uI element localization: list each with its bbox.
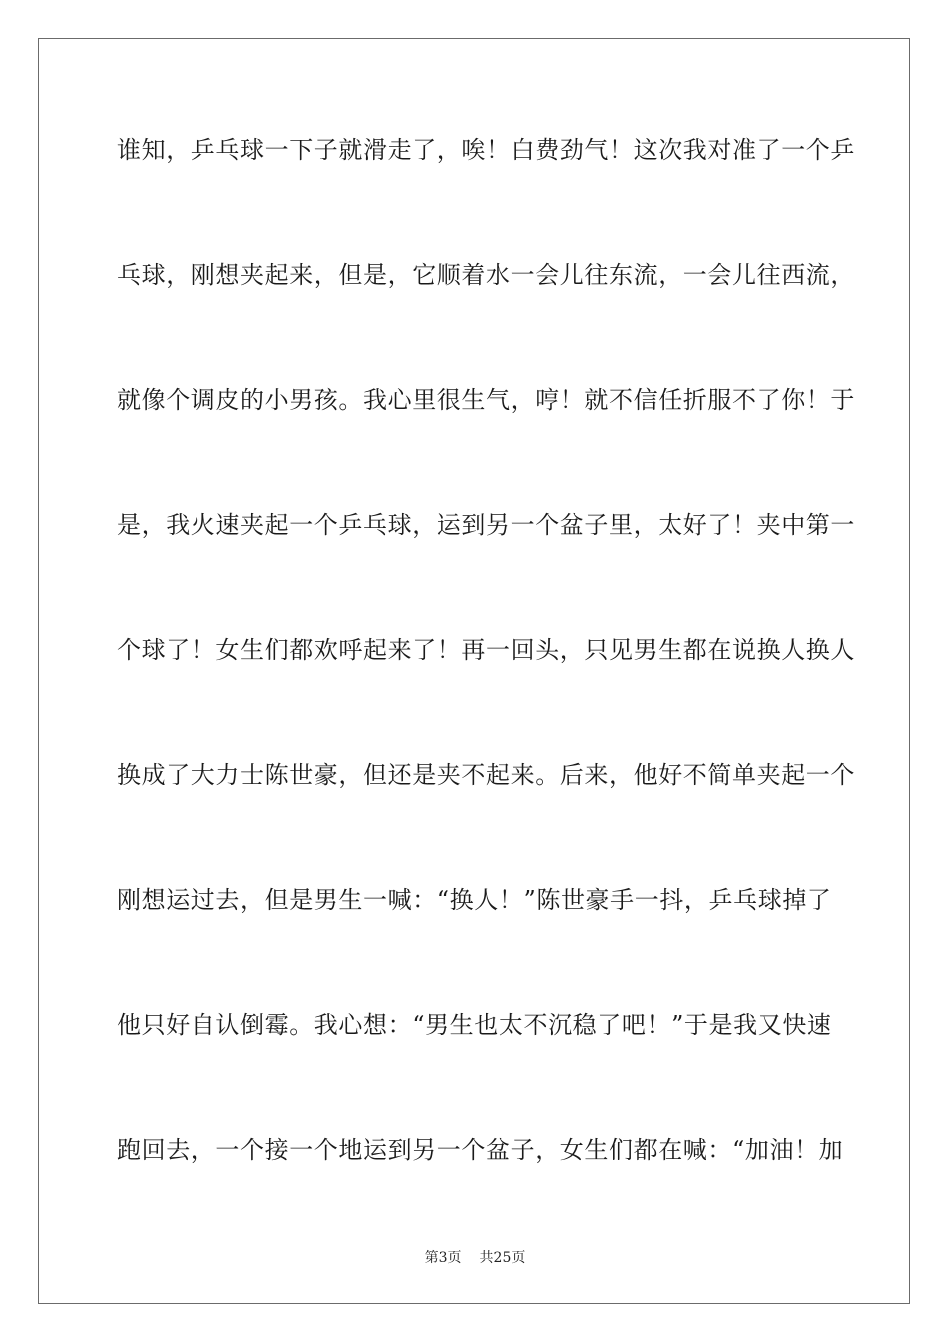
page-footer <box>0 1248 950 1268</box>
page-total: 共25页 <box>479 1250 526 1266</box>
text-line: 刚想运过去，但是男生一喊：“换人！”陈世豪手一抖，乒乓球掉了 <box>117 886 832 914</box>
text-line: 换成了大力士陈世豪，但还是夹不起来。后来，他好不简单夹起一个 <box>117 761 855 789</box>
text-line: 就像个调皮的小男孩。我心里很生气，哼！就不信任折服不了你！于 <box>117 386 855 414</box>
text-line: 谁知，乒乓球一下子就滑走了，唉！白费劲气！这次我对准了一个乒 <box>117 136 855 164</box>
text-line: 个球了！女生们都欢呼起来了！再一回头，只见男生都在说换人换人 <box>117 636 855 664</box>
text-line: 跑回去，一个接一个地运到另一个盆子，女生们都在喊：“加油！加 <box>117 1136 844 1164</box>
text-line: 乓球，刚想夹起来，但是，它顺着水一会儿往东流，一会儿往西流， <box>117 261 855 289</box>
text-line: 是，我火速夹起一个乒乓球，运到另一个盆子里，太好了！夹中第一 <box>117 511 855 539</box>
page-number: 第3页 <box>424 1250 462 1266</box>
text-line: 他只好自认倒霉。我心想：“男生也太不沉稳了吧！”于是我又快速 <box>117 1011 832 1039</box>
document-body <box>117 128 855 1253</box>
